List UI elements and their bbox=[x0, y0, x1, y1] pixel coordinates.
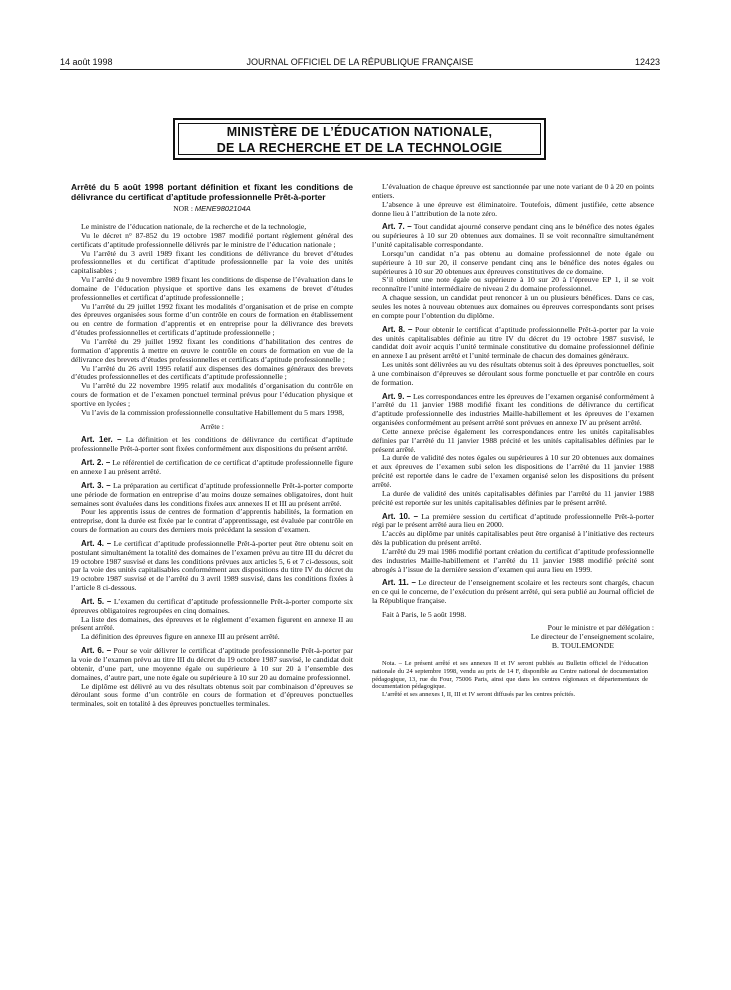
article-text: La définition et les conditions de délivrance du certificat d’aptitude professionnelle Prêt-à-porter sont fixées conformément aux dispositions du présent arrêté. bbox=[71, 435, 354, 454]
article-text: L’accès au diplôme par unités capitalisables peut être organisé à l’initiative des recteurs dès la publication du présent arrêté. bbox=[372, 529, 654, 548]
preamble-paragraph: Vu l’arrêté du 3 avril 1989 fixant les conditions de délivrance du brevet d’études professionnelles et du certificat d’aptitude professionnelle par la voie des unités capitalisables ; bbox=[71, 248, 353, 276]
article-number: Art. 5. – bbox=[81, 596, 112, 606]
article-number: Art. 3. – bbox=[81, 480, 111, 490]
article-number: Art. 1er. – bbox=[81, 435, 122, 445]
paragraph bbox=[372, 548, 654, 575]
arrete-heading: Arrête : bbox=[200, 421, 224, 431]
paragraph bbox=[372, 530, 654, 548]
ministry-box-inner-frame bbox=[178, 123, 541, 155]
article-text: La définition des épreuves figure en annexe III au présent arrêté. bbox=[81, 632, 280, 642]
nota-paragraph: Nota. – Le présent arrêté et ses annexes II et IV seront publiés au Bulletin officiel de l’éducation nationale du 24 septembre 1998, vendu au prix de 14 F, disponible au Centre national de documentation pédagogique, 13, rue du Four, 75006 Paris, ainsi que dans les centres régionaux et départementaux de documentation pédagogique. bbox=[372, 660, 648, 691]
signature-line-1: Pour le ministre et par délégation : bbox=[547, 622, 654, 632]
article-text: Le diplôme est délivré au vu des résultats obtenus soit par combinaison d’épreuves se déroulant sous forme d’un contrôle en cours de formation et d’épreuves ponctuelles terminales, soit en totalité à des épreuves ponctuelles terminales. bbox=[71, 681, 353, 709]
paragraph bbox=[372, 250, 654, 277]
article-text: La liste des domaines, des épreuves et le règlement d’examen figurent en annexe II au présent arrêté. bbox=[71, 614, 353, 633]
preamble-paragraph: Vu l’arrêté du 22 novembre 1995 relatif aux modalités d’organisation du contrôle en cours de formation et de l’examen ponctuel terminal prévus pour l’éducation physique et sportive en lycées ; bbox=[71, 381, 353, 408]
article-paragraph bbox=[372, 513, 654, 531]
paragraph: L’évaluation de chaque épreuve est sanctionnée par une note variant de 0 à 20 en points entiers. bbox=[372, 182, 654, 200]
article-text: Cette annexe précise également les correspondances entre les unités capitalisables définies par l’arrêté du 11 janvier 1988 précité et les unités capitalisables définies par le présent arrêté. bbox=[372, 426, 654, 454]
signature-line-2: Le directeur de l’enseignement scolaire, bbox=[530, 631, 654, 641]
article-text: L’examen du certificat d’aptitude professionnelle Prêt-à-porter comporte six épreuves obligatoires regroupées en cinq domaines. bbox=[71, 596, 354, 615]
article-text: La première session du certificat d’aptitude professionnelle Prêt-à-porter régi par le présent arrêté aura lieu en 2000. bbox=[372, 511, 654, 530]
ministry-line-1: MINISTÈRE DE L’ÉDUCATION NATIONALE, bbox=[226, 125, 493, 139]
article-number: Art. 8. – bbox=[382, 324, 413, 334]
header-journal-title: JOURNAL OFFICIEL DE LA RÉPUBLIQUE FRANÇAISE bbox=[246, 57, 474, 67]
signature-name: B. TOULEMONDE bbox=[551, 640, 614, 650]
article-paragraph bbox=[372, 326, 654, 361]
article-text: Le certificat d’aptitude professionnelle Prêt-à-porter peut être obtenu soit en postulant simultanément la totalité des domaines de l’examen prévu au titre III du décret du 19 octobre 1987 susvisé et dans les conditions prévues aux articles 5, 6 et 7 ci-dessous, soit par la voie des unités capitalisables conformément aux dispositions du titre IV du décret du 19 octobre 1987 susvisé et de l’arrêté du 3 avril 1989 susvisé, dans les conditions fixées à l’article 8 ci-dessous. bbox=[71, 538, 354, 593]
signature-block bbox=[372, 624, 654, 651]
article-text: Pour les apprentis issus de centres de formation d’apprentis habilités, la formation en entreprise, dont la durée est fixée par le contrat d’apprentissage, est évaluée par contrôle en cours de formation au cours des derniers mois précédant la session d’examen. bbox=[71, 507, 353, 535]
article-paragraph bbox=[71, 540, 353, 593]
article-number: Art. 11. – bbox=[382, 578, 416, 588]
article-paragraph bbox=[372, 393, 654, 428]
right-column bbox=[372, 183, 654, 698]
ministry-line-2: DE LA RECHERCHE ET DE LA TECHNOLOGIE bbox=[216, 141, 503, 155]
nor-reference bbox=[71, 205, 353, 214]
paragraph bbox=[71, 633, 353, 642]
article-paragraph bbox=[372, 223, 654, 250]
done-at: Fait à Paris, le 5 août 1998. bbox=[382, 609, 467, 619]
preamble-paragraph: Le ministre de l’éducation nationale, de la recherche et de la technologie, bbox=[81, 222, 307, 232]
preamble-paragraph: Vu l’arrêté du 26 avril 1995 relatif aux dispenses des domaines généraux des brevets d’études professionnelles et des certificats d’aptitude professionnelle ; bbox=[71, 363, 353, 382]
article-number: Art. 9. – bbox=[382, 391, 411, 401]
article-number: Art. 6. – bbox=[81, 646, 112, 656]
article-text: L’arrêté du 29 mai 1986 modifié portant création du certificat d’aptitude professionnelle des industries Maille-habillement et l’arrêté du 11 janvier 1988 modifié précité sont abrogés à l’issue de la dernière session d’examen qui aura lieu en 1999. bbox=[372, 546, 654, 574]
article-text: Le directeur de l’enseignement scolaire et les recteurs sont chargés, chacun en ce qui le concerne, de l’exécution du présent arrêté, qui sera publié au Journal officiel de la République française. bbox=[372, 578, 654, 606]
nota bbox=[372, 660, 654, 698]
right-articles bbox=[372, 223, 654, 606]
paragraph bbox=[372, 490, 654, 508]
paragraph bbox=[71, 683, 353, 710]
article-number: Art. 10. – bbox=[382, 511, 418, 521]
left-column bbox=[71, 183, 353, 709]
article-text: S’il obtient une note égale ou supérieure à 10 sur 20 à l’épreuve EP 1, il se voit reconnaître l’unité intermédiaire de niveau 2 du domaine professionnel. bbox=[372, 275, 654, 294]
article-text: Le référentiel de certification de ce certificat d’aptitude professionnelle figure en annexe I au présent arrêté. bbox=[71, 458, 353, 476]
article-text: La durée de validité des unités capitalisables définies par l’arrêté du 11 janvier 1988 précité est reportée sur les unités capitalisables définies par le présent arrêté. bbox=[372, 488, 654, 507]
article-paragraph bbox=[71, 598, 353, 616]
paragraph bbox=[372, 276, 654, 294]
paragraph bbox=[71, 508, 353, 535]
article-number: Art. 7. – bbox=[382, 222, 412, 232]
article-text: La durée de validité des notes égales ou supérieures à 10 sur 20 obtenues aux domaines et aux épreuves de l’examen subi selon les dispositions de l’arrêté du 11 janvier 1988 précité est reportée dans le cadre de l’examen organisé selon les dispositions du présent arrêté. bbox=[372, 453, 654, 489]
article-paragraph bbox=[71, 647, 353, 682]
article-paragraph bbox=[71, 436, 353, 454]
article-text: Les unités sont délivrées au vu des résultats obtenus soit à des épreuves ponctuelles, soit à une combinaison d’épreuves se déroulant sous forme ponctuelle et par contrôle en cours de formation. bbox=[372, 360, 654, 387]
header-date: 14 août 1998 bbox=[60, 57, 113, 67]
article-text: Pour se voir délivrer le certificat d’aptitude professionnelle Prêt-à-porter par la voie de l’examen prévu au titre III du décret du 19 octobre 1987 susvisé, le candidat doit obtenir, d’une part, une moyenne égale ou supérieure à 10 sur 20 à l’ensemble des domaines, d’autre part, une note égale ou supérieure à 10 sur 20 au domaine professionnel. bbox=[71, 646, 353, 682]
article-text: La préparation au certificat d’aptitude professionnelle Prêt-à-porter comporte une période de formation en entreprise d’au moins douze semaines obligatoires, dont huit semaines sont évaluées dans les conditions fixées aux annexes II et III au présent arrêté. bbox=[71, 480, 353, 508]
paragraph bbox=[372, 294, 654, 321]
right-continuation bbox=[372, 183, 654, 218]
header-page-number: 12423 bbox=[634, 57, 660, 67]
article-number: Art. 2. – bbox=[81, 458, 111, 468]
article-text: Lorsqu’un candidat n’a pas obtenu au domaine professionnel de note égale ou supérieure à 10 sur 20, il conserve pendant cinq ans le bénéfice des notes égales ou supérieures à 10 sur 20 obtenues aux épreuves constitutives de ce domaine. bbox=[372, 248, 654, 276]
left-articles bbox=[71, 436, 353, 709]
article-paragraph bbox=[372, 579, 654, 606]
preamble-paragraph: Vu l’arrêté du 9 novembre 1989 fixant les conditions de dispense de l’évaluation dans le domaine de l’éducation physique et sportive dans les examens de brevet d’études professionnelles et certificat d’aptitude professionnelle ; bbox=[71, 275, 353, 302]
preamble bbox=[71, 223, 353, 418]
paragraph bbox=[372, 428, 654, 455]
article-text: Les correspondances entre les épreuves de l’examen organisé conformément à l’arrêté du 11 janvier 1988 modifié fixant les conditions de délivrance du certificat d’aptitude professionnelle des industries Maille-habillement et les épreuves de l’examen organisées conformément au présent arrêté sont prévues en annexe IV au présent arrêté. bbox=[372, 391, 655, 428]
decree-title: Arrêté du 5 août 1998 portant définition et fixant les conditions de délivrance du certificat d’aptitude professionnelle Prêt-à-porter bbox=[71, 182, 353, 202]
nor-code: MENE9802104A bbox=[194, 204, 251, 214]
paragraph bbox=[71, 616, 353, 634]
article-paragraph bbox=[71, 482, 353, 509]
article-paragraph bbox=[71, 459, 353, 477]
article-text: A chaque session, un candidat peut renoncer à un ou plusieurs bénéfices. Dans ce cas, seules les notes à nouveau obtenues aux domaines ou épreuves correspondants sont prises en compte pour l’obtention du diplôme. bbox=[372, 293, 654, 320]
preamble-paragraph: Vu l’arrêté du 29 juillet 1992 fixant les conditions d’habilitation des centres de formation d’apprentis à mettre en œuvre le contrôle en cours de formation en vue de la délivrance des brevets d’études professionnelles et certificats d’aptitude professionnelle ; bbox=[71, 337, 353, 364]
ministry-box bbox=[173, 118, 546, 160]
nota-paragraph: L’arrêté et ses annexes I, II, III et IV seront diffusés par les centres précités. bbox=[382, 690, 576, 698]
paragraph bbox=[372, 361, 654, 388]
preamble-paragraph: Vu l’arrêté du 29 juillet 1992 fixant les modalités d’organisation et de prise en compte des épreuves organisées sous forme d’un contrôle en cours de formation en établissement ou en centre de formation d’apprentis et en entreprise pour la délivrance des brevets d’études professionnelles et certificats d’aptitude professionnelle ; bbox=[71, 301, 353, 338]
preamble-paragraph: Vu l’avis de la commission professionnelle consultative Habillement du 5 mars 1998, bbox=[81, 407, 344, 417]
article-number: Art. 4. – bbox=[81, 538, 112, 548]
article-text: Pour obtenir le certificat d’aptitude professionnelle Prêt-à-porter par la voie des unités capitalisables définie au titre IV du décret du 19 octobre 1987 susvisé, le candidat doit avoir acquis l’unité terminale constitutive du domaine professionnel définie en annexe I au présent arrêté et l’unité terminale de chacun des domaines généraux. bbox=[372, 324, 654, 361]
paragraph bbox=[372, 454, 654, 489]
header-rule bbox=[60, 69, 660, 70]
nor-label: NOR : bbox=[173, 204, 194, 214]
preamble-paragraph: Vu le décret n° 87-852 du 19 octobre 1987 modifié portant règlement général des certificats d’aptitude professionnelle délivrés par le ministre de l’éducation nationale ; bbox=[71, 230, 353, 249]
article-text: Tout candidat ajourné conserve pendant cinq ans le bénéfice des notes égales ou supérieures à 10 sur 20 obtenues aux domaines. Il se voit reconnaître simultanément l’unité capitalisable correspondante. bbox=[372, 222, 654, 250]
paragraph: L’absence à une épreuve est éliminatoire. Toutefois, dûment justifiée, cette absence donne lieu à l’attribution de la note zéro. bbox=[372, 199, 654, 218]
